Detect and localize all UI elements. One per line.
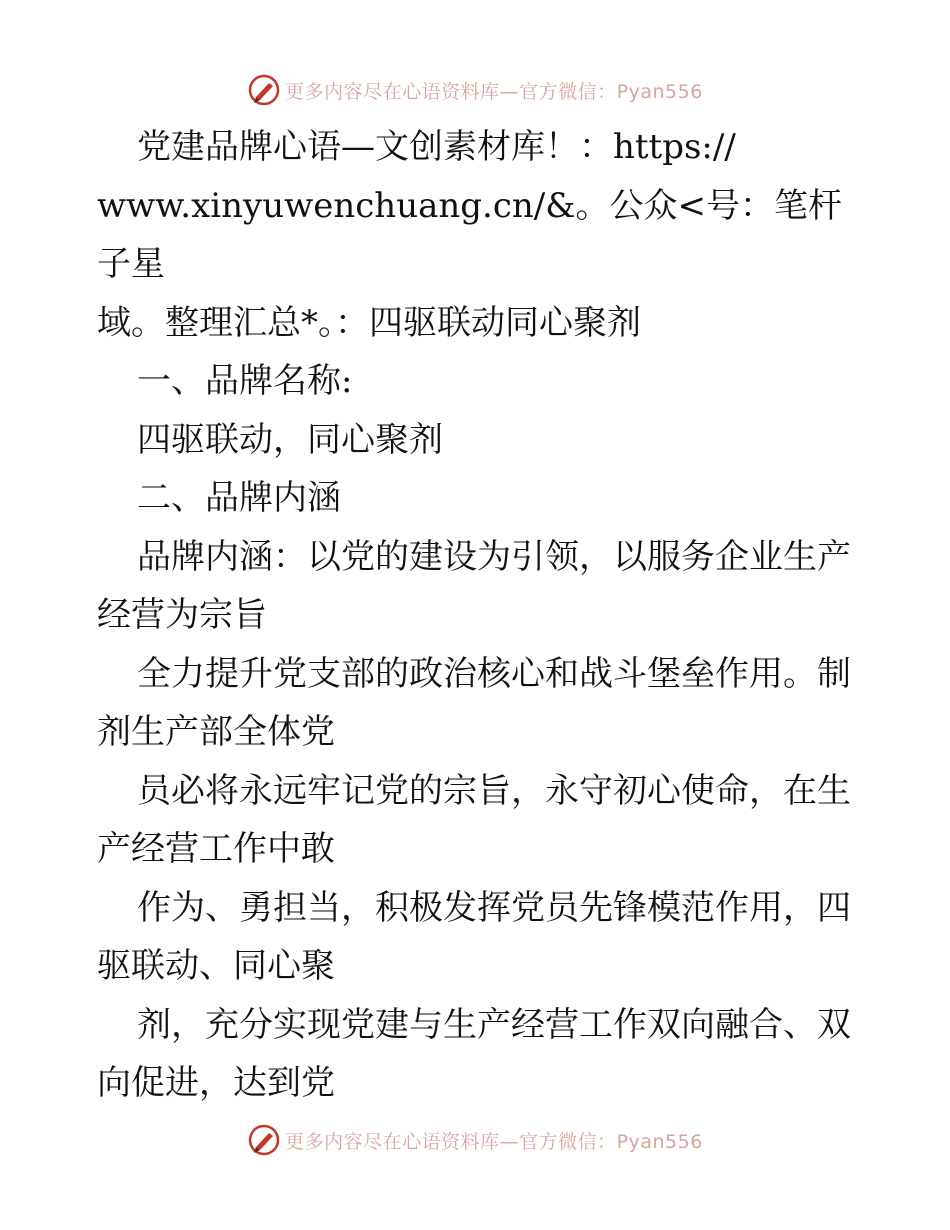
section-heading-brand-meaning: 二、品牌内涵 xyxy=(137,478,341,518)
footer-banner xyxy=(0,1120,950,1160)
intro-line: 域。整理汇总*。：四驱联动同心聚剂 xyxy=(97,302,641,343)
pen-logo-icon xyxy=(247,1123,281,1157)
paragraph-line: 经营为宗旨 xyxy=(97,595,267,635)
paragraph-line: 全力提升党支部的政治核心和战斗堡垒作用。制 xyxy=(137,653,851,694)
paragraph-line: 驱联动、同心聚 xyxy=(97,946,335,986)
paragraph-line: 剂生产部全体党 xyxy=(97,712,335,752)
paragraph-line: 剂，充分实现党建与生产经营工作双向融合、双 xyxy=(137,1004,851,1045)
paragraph-line: 员必将永远牢记党的宗旨，永守初心使命，在生 xyxy=(137,770,851,811)
paragraph-line: 作为、勇担当，积极发挥党员先锋模范作用，四 xyxy=(137,887,851,928)
brand-name: 四驱联动，同心聚剂 xyxy=(137,419,443,460)
paragraph-line: 品牌内涵：以党的建设为引领，以服务企业生产 xyxy=(137,536,851,577)
document-body xyxy=(97,118,867,1113)
paragraph-line: 向促进，达到党 xyxy=(97,1063,335,1103)
pen-logo-icon xyxy=(247,73,281,107)
intro-line: 党建品牌心语—文创素材库！：https:// xyxy=(137,127,736,167)
header-banner-text: 更多内容尽在心语资料库—官方微信：Pyan556 xyxy=(285,80,703,103)
section-heading-brand-name: 一、品牌名称: xyxy=(137,361,353,401)
header-banner xyxy=(0,70,950,110)
footer-banner-text: 更多内容尽在心语资料库—官方微信：Pyan556 xyxy=(285,1130,703,1153)
paragraph-line: 产经营工作中敢 xyxy=(97,829,335,869)
intro-line: www.xinyuwenchuang.cn/&。公众<号：笔杆子星 xyxy=(97,185,842,284)
